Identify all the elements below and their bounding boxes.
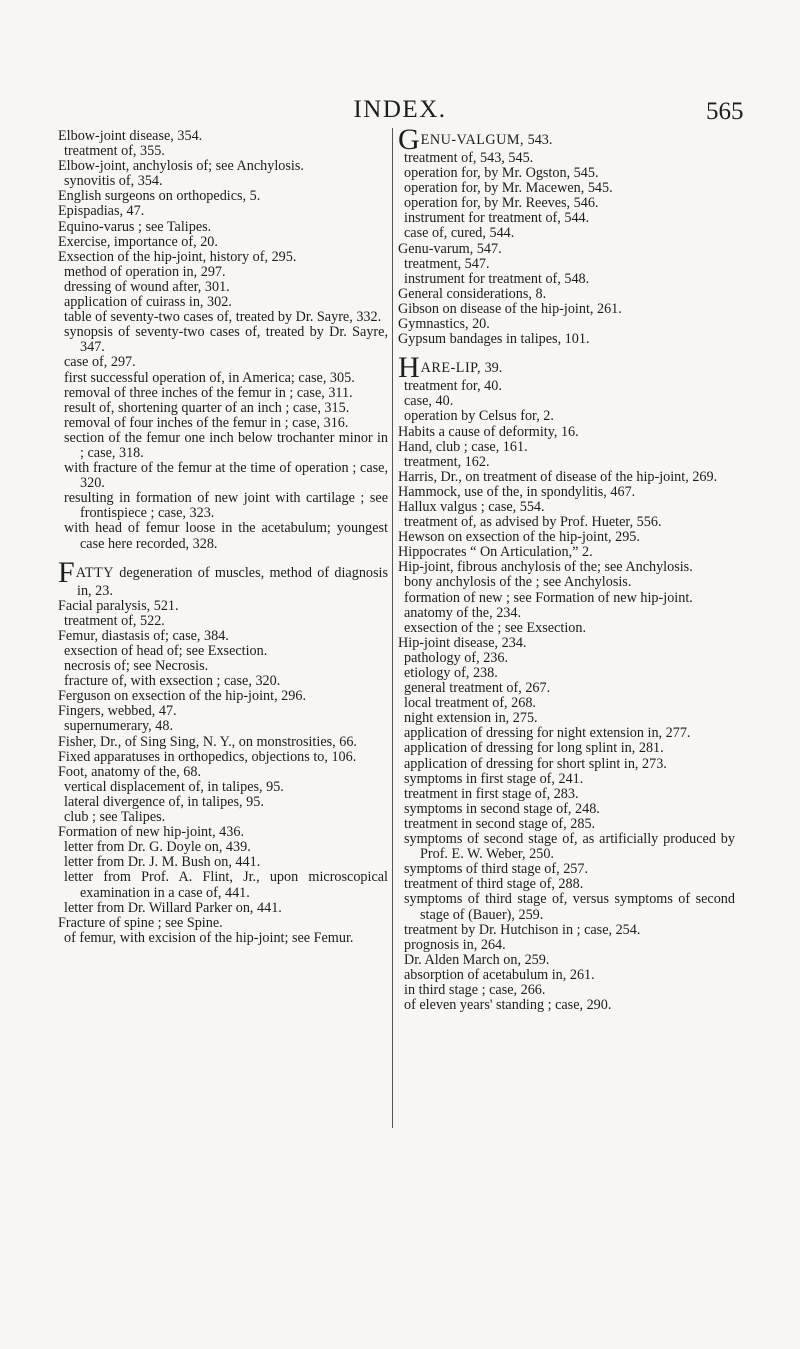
index-subentry: treatment of, 522.: [64, 612, 165, 629]
entry-text: degeneration of muscles, method of diagnosis in, 23.: [77, 564, 388, 599]
index-subentry: of femur, with excision of the hip-joint; see Femur.: [64, 929, 354, 946]
index-entry: Gibson on disease of the hip-joint, 261.: [398, 300, 622, 317]
index-subentry: section of the femur one inch below trochanter minor in ; case, 318.: [64, 429, 388, 461]
index-subentry: treatment of third stage of, 288.: [404, 876, 584, 893]
index-subentry: symptoms of third stage of, 257.: [404, 861, 589, 878]
index-subentry: treatment in first stage of, 283.: [404, 785, 579, 802]
index-subentry: treatment in second stage of, 285.: [404, 815, 596, 832]
index-subentry: general treatment of, 267.: [404, 680, 551, 697]
index-entry: Gypsum bandages in talipes, 101.: [398, 331, 590, 348]
index-subentry: of eleven years' standing ; case, 290.: [404, 997, 612, 1014]
index-subentry: dressing of wound after, 301.: [64, 278, 230, 295]
index-subentry: first successful operation of, in America; case, 305.: [64, 369, 355, 386]
column-divider: [392, 128, 393, 1128]
index-subentry: anatomy of the, 234.: [404, 604, 522, 621]
index-entry: Hip-joint, fibrous anchylosis of the; see Anchylosis.: [398, 559, 693, 576]
index-subentry: operation for, by Mr. Ogston, 545.: [404, 165, 599, 182]
index-entry: Hewson on exsection of the hip-joint, 295.: [398, 529, 640, 546]
index-subentry: treatment, 547.: [404, 255, 490, 272]
index-subentry: etiology of, 238.: [404, 665, 498, 681]
index-entry: Elbow-joint, anchylosis of; see Anchylosis.: [58, 158, 304, 175]
index-subentry: symptoms of second stage of, as artificially produced by Prof. E. W. Weber, 250.: [404, 831, 735, 863]
index-entry: Hip-joint disease, 234.: [398, 634, 527, 651]
index-column-right: [398, 123, 735, 1014]
index-subentry: letter from Dr. Willard Parker on, 441.: [64, 899, 282, 916]
index-entry: Hippocrates “ On Articulation,” 2.: [398, 544, 593, 561]
index-subentry: synopsis of seventy-two cases of, treated by Dr. Sayre, 347.: [64, 324, 388, 356]
index-subentry: treatment, 162.: [404, 453, 490, 470]
index-subentry: exsection of the ; see Exsection.: [404, 619, 587, 636]
index-subentry: case of, 297.: [64, 354, 136, 371]
index-subentry: lateral divergence of, in talipes, 95.: [64, 793, 264, 810]
index-subentry: supernumerary, 48.: [64, 718, 173, 735]
index-subentry: local treatment of, 268.: [404, 695, 536, 712]
index-subentry: symptoms in first stage of, 241.: [404, 770, 584, 787]
index-subentry: treatment for, 40.: [404, 378, 502, 395]
index-entry: Formation of new hip-joint, 436.: [58, 824, 244, 841]
page-title: INDEX.: [353, 96, 447, 123]
index-entry: Femur, diastasis of; case, 384.: [58, 627, 229, 644]
drop-cap: F: [58, 555, 75, 589]
index-subentry: case, 40.: [404, 393, 454, 410]
index-entry: Epispadias, 47.: [58, 203, 145, 220]
index-subentry: prognosis in, 264.: [404, 936, 506, 953]
entry-text: 543.: [524, 132, 553, 148]
index-entry: Exsection of the hip-joint, history of, 295.: [58, 248, 297, 265]
index-subentry: operation for, by Mr. Macewen, 545.: [404, 180, 613, 197]
section-gap: [398, 347, 735, 357]
section-word: ATTY: [75, 564, 114, 581]
section-word: ENU-VALGUM,: [420, 132, 525, 148]
index-subentry: in third stage ; case, 266.: [404, 981, 546, 998]
index-entry: English surgeons on orthopedics, 5.: [58, 188, 261, 205]
index-subentry: removal of three inches of the femur in ; case, 311.: [64, 384, 353, 401]
index-entry: Habits a cause of deformity, 16.: [398, 423, 579, 440]
index-subentry: application of dressing for long splint in, 281.: [404, 740, 664, 757]
index-entry: Equino-varus ; see Talipes.: [58, 218, 212, 235]
drop-cap: G: [398, 123, 420, 156]
index-entry: Fixed apparatuses in orthopedics, objections to, 106.: [58, 748, 357, 765]
index-subentry: symptoms of third stage of, versus symptoms of second stage of (Bauer), 259.: [404, 891, 735, 923]
index-section-start: [398, 351, 735, 385]
index-subentry: necrosis of; see Necrosis.: [64, 658, 209, 675]
drop-cap: H: [398, 351, 420, 385]
index-subentry: method of operation in, 297.: [64, 263, 226, 280]
index-subentry: treatment of, 543, 545.: [404, 150, 534, 166]
index-subentry: resulting in formation of new joint with cartilage ; see frontispiece ; case, 323.: [64, 490, 388, 522]
index-entry: Foot, anatomy of the, 68.: [58, 763, 202, 780]
page-header: [0, 0, 800, 130]
index-subentry: instrument for treatment of, 544.: [404, 210, 590, 227]
index-subentry: fracture of, with exsection ; case, 320.: [64, 673, 281, 690]
index-subentry: exsection of head of; see Exsection.: [64, 643, 268, 659]
index-entry: Facial paralysis, 521.: [58, 597, 179, 614]
index-subentry: treatment of, 355.: [64, 143, 165, 160]
index-entry: Harris, Dr., on treatment of disease of the hip-joint, 269.: [398, 468, 718, 485]
index-subentry: with fracture of the femur at the time of operation ; case, 320.: [64, 460, 388, 492]
index-subentry: with head of femur loose in the acetabulum; youngest case here recorded, 328.: [64, 520, 388, 552]
index-subentry: operation for, by Mr. Reeves, 546.: [404, 195, 599, 212]
index-column-left: [58, 129, 388, 946]
index-subentry: letter from Prof. A. Flint, Jr., upon microscopical examination in a case of, 441.: [64, 869, 388, 901]
index-section-start: [58, 555, 388, 599]
index-entry: Elbow-joint disease, 354.: [58, 128, 203, 144]
index-subentry: vertical displacement of, in talipes, 95.: [64, 778, 284, 795]
index-subentry: removal of four inches of the femur in ; case, 316.: [64, 414, 349, 431]
index-subentry: result of, shortening quarter of an inch ; case, 315.: [64, 399, 350, 416]
index-entry: Gymnastics, 20.: [398, 316, 490, 333]
index-subentry: treatment by Dr. Hutchison in ; case, 254.: [404, 921, 641, 938]
section-gap: [58, 552, 388, 562]
index-subentry: application of dressing for night extension in, 277.: [404, 725, 691, 742]
index-subentry: table of seventy-two cases of, treated by Dr. Sayre, 332.: [64, 309, 382, 326]
index-subentry: symptoms in second stage of, 248.: [404, 800, 600, 817]
index-subentry: absorption of acetabulum in, 261.: [404, 966, 595, 983]
index-entry: Hallux valgus ; case, 554.: [398, 498, 545, 515]
section-word: ARE-LIP,: [420, 360, 482, 377]
entry-text: 39.: [481, 360, 503, 377]
index-subentry: case of, cured, 544.: [404, 225, 515, 242]
index-subentry: Dr. Alden March on, 259.: [404, 951, 550, 968]
index-subentry: application of cuirass in, 302.: [64, 294, 232, 311]
index-subentry: letter from Dr. G. Doyle on, 439.: [64, 839, 251, 856]
page-number: 565: [706, 98, 744, 125]
index-section-start: [398, 123, 735, 156]
index-entry: Exercise, importance of, 20.: [58, 233, 218, 250]
index-entry: Genu-varum, 547.: [398, 240, 502, 257]
index-entry: Hammock, use of the, in spondylitis, 467.: [398, 483, 636, 500]
index-subentry: club ; see Talipes.: [64, 809, 166, 826]
index-subentry: instrument for treatment of, 548.: [404, 270, 590, 287]
index-entry: General considerations, 8.: [398, 285, 547, 302]
index-entry: Fisher, Dr., of Sing Sing, N. Y., on monstrosities, 66.: [58, 733, 357, 750]
index-subentry: treatment of, as advised by Prof. Hueter, 556.: [404, 514, 662, 531]
index-subentry: application of dressing for short splint in, 273.: [404, 755, 667, 772]
index-subentry: night extension in, 275.: [404, 710, 538, 727]
index-subentry: bony anchylosis of the ; see Anchylosis.: [404, 574, 632, 591]
index-subentry: synovitis of, 354.: [64, 173, 163, 190]
index-subentry: formation of new ; see Formation of new hip-joint.: [404, 589, 693, 606]
index-entry: Fingers, webbed, 47.: [58, 703, 177, 720]
index-subentry: pathology of, 236.: [404, 649, 509, 666]
index-entry: Hand, club ; case, 161.: [398, 438, 528, 455]
index-entry: Fracture of spine ; see Spine.: [58, 914, 223, 931]
index-subentry: operation by Celsus for, 2.: [404, 408, 554, 425]
index-subentry: letter from Dr. J. M. Bush on, 441.: [64, 854, 261, 871]
index-entry: Ferguson on exsection of the hip-joint, 296.: [58, 688, 306, 705]
